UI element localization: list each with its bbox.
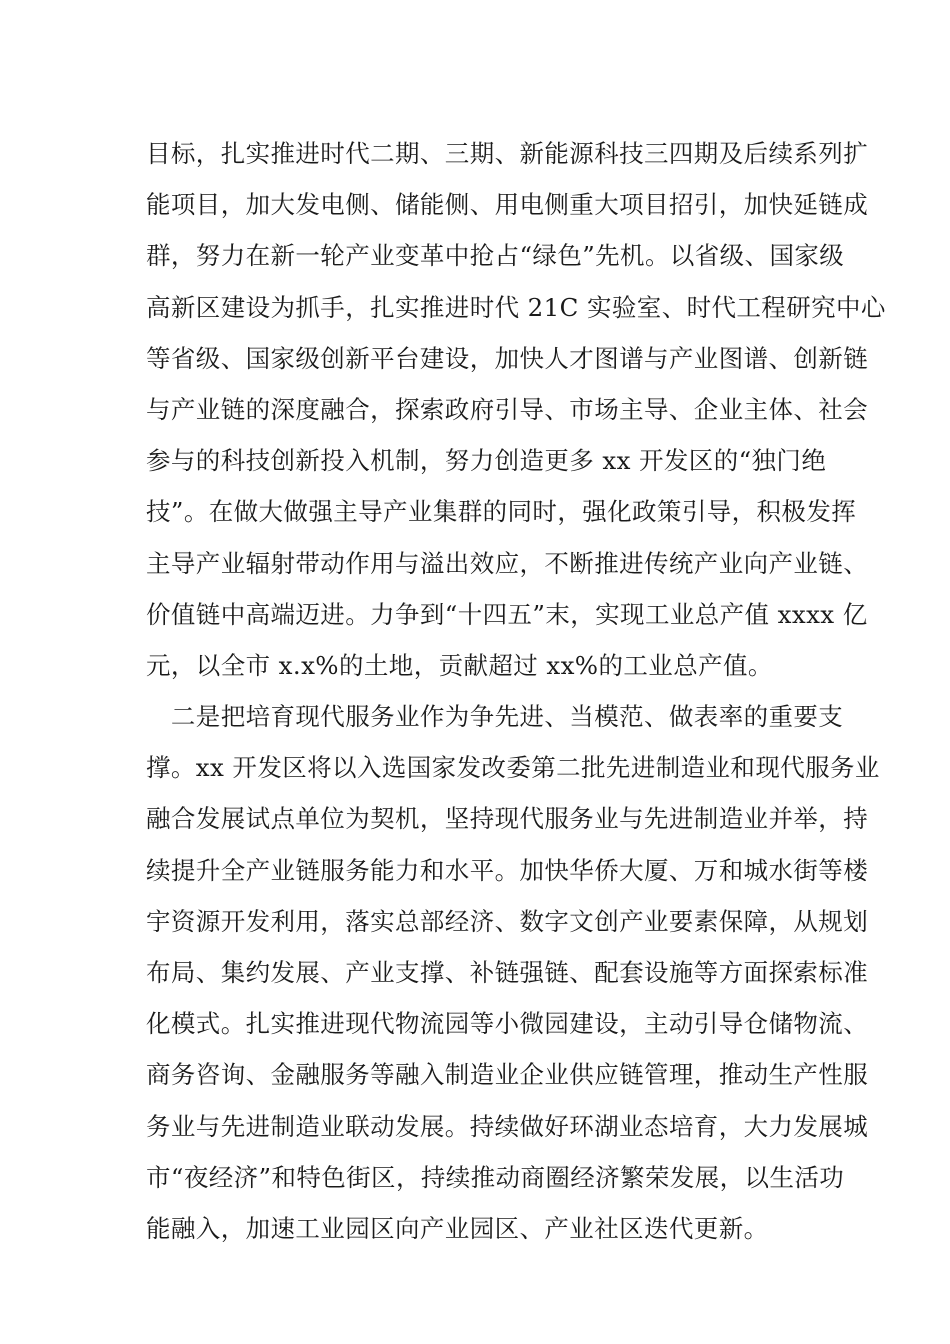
text-line: 技”。在做大做强主导产业集群的同时，强化政策引导，积极发挥 xyxy=(146,497,857,527)
text-line: 群，努力在新一轮产业变革中抢占“绿色”先机。以省级、国家级 xyxy=(146,241,845,271)
body-text xyxy=(146,128,886,1254)
text-line: 务业与先进制造业联动发展。持续做好环湖业态培育，大力发展城 xyxy=(146,1111,869,1141)
text-line: 元，以全市 x.x%的土地，贡献超过 xx%的工业总产值。 xyxy=(146,650,773,680)
text-line: 布局、集约发展、产业支撑、补链强链、配套设施等方面探索标准 xyxy=(146,958,869,987)
text-line: 商务咨询、金融服务等融入制造业企业供应链管理，推动生产性服 xyxy=(146,1060,869,1090)
text-line: 参与的科技创新投入机制，努力创造更多 xx 开发区的“独门绝 xyxy=(146,446,827,476)
paragraph-2 xyxy=(146,691,880,1254)
text-line: 续提升全产业链服务能力和水平。加快华侨大厦、万和城水街等楼 xyxy=(146,855,869,885)
text-line: 化模式。扎实推进现代物流园等小微园建设，主动引导仓储物流、 xyxy=(146,1009,869,1039)
text-line: 宇资源开发利用，落实总部经济、数字文创产业要素保障，从规划 xyxy=(146,906,869,936)
text-line: 与产业链的深度融合，探索政府引导、市场主导、企业主体、社会 xyxy=(146,394,869,424)
text-line: 市“夜经济”和特色街区，持续推动商圈经济繁荣发展，以生活功 xyxy=(146,1162,845,1192)
text-line: 撑。xx 开发区将以入选国家发改委第二批先进制造业和现代服务业 xyxy=(146,753,880,783)
text-line: 目标，扎实推进时代二期、三期、新能源科技三四期及后续系列扩 xyxy=(146,139,869,168)
text-line: 能项目，加大发电侧、储能侧、用电侧重大项目招引，加快延链成 xyxy=(146,190,869,220)
text-line: 高新区建设为抓手，扎实推进时代 21C 实验室、时代工程研究中心 xyxy=(146,292,886,322)
text-line: 主导产业辐射带动作用与溢出效应，不断推进传统产业向产业链、 xyxy=(146,548,869,578)
text-line: 融合发展试点单位为契机，坚持现代服务业与先进制造业并举，持 xyxy=(146,804,869,834)
paragraph-1 xyxy=(146,128,886,691)
text-line: 能融入，加速工业园区向产业园区、产业社区迭代更新。 xyxy=(146,1213,769,1243)
text-line: 二是把培育现代服务业作为争先进、当模范、做表率的重要支 xyxy=(146,702,844,732)
text-line: 等省级、国家级创新平台建设，加快人才图谱与产业图谱、创新链 xyxy=(146,343,869,373)
text-line: 价值链中高端迈进。力争到“十四五”末，实现工业总产值 xxxx 亿 xyxy=(146,599,868,629)
